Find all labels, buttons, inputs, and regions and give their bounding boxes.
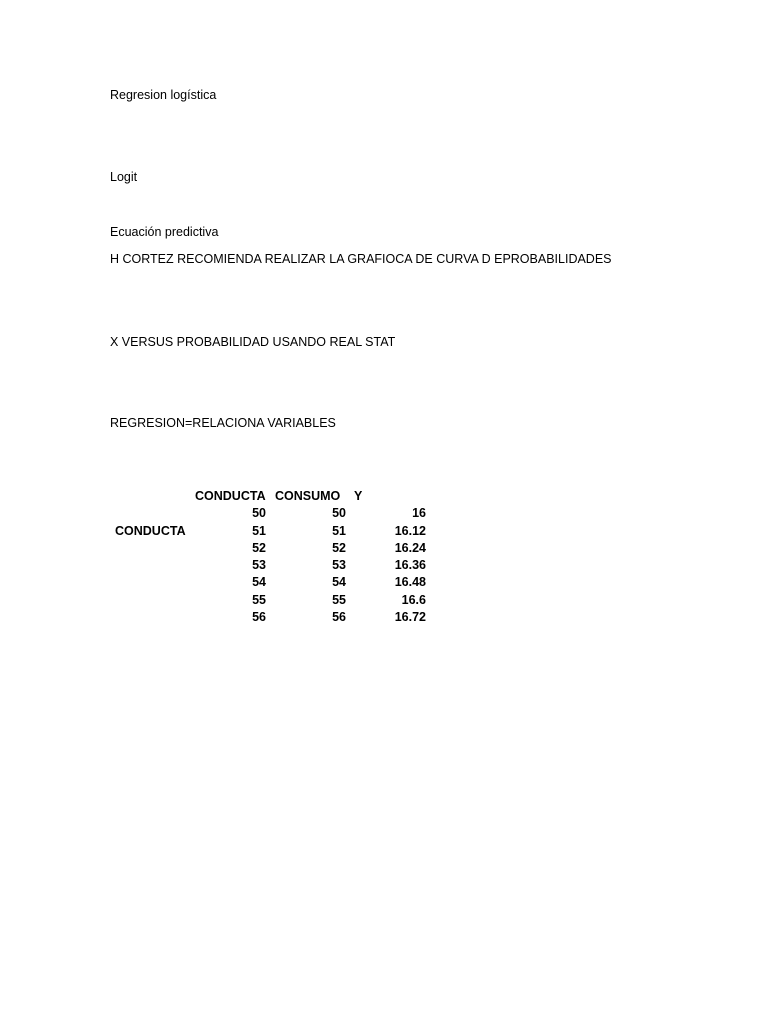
cell-y: 16.12: [394, 523, 426, 538]
cell-conducta: 53: [252, 558, 266, 573]
header-y: Y: [354, 489, 363, 503]
cell-conducta: 51: [252, 523, 266, 538]
cell-conducta: 55: [252, 592, 266, 607]
logit-line: Logit: [110, 170, 138, 184]
cell-consumo: 50: [332, 506, 346, 521]
cell-consumo: 53: [332, 558, 346, 573]
cell-consumo: 51: [332, 523, 346, 538]
regression-line: REGRESION=RELACIONA VARIABLES: [110, 416, 336, 430]
recommendation-line: H CORTEZ RECOMIENDA REALIZAR LA GRAFIOCA DE CURVA D EPROBABILIDADES: [110, 252, 612, 266]
cell-conducta: 54: [252, 575, 266, 590]
cell-y: 16.6: [401, 592, 426, 607]
header-conducta: CONDUCTA: [195, 489, 266, 503]
cell-y: 16.72: [394, 610, 426, 625]
cell-conducta: 50: [252, 506, 266, 521]
cell-y: 16: [412, 506, 426, 521]
cell-consumo: 54: [332, 575, 346, 590]
cell-conducta: 56: [252, 610, 266, 625]
cell-consumo: 56: [332, 610, 346, 625]
title-line: Regresion logística: [110, 88, 217, 102]
cell-y: 16.48: [394, 575, 426, 590]
cell-conducta: 52: [252, 540, 266, 555]
cell-y: 16.24: [394, 540, 426, 555]
header-consumo: CONSUMO: [275, 489, 341, 503]
row-label-conducta: CONDUCTA: [115, 523, 186, 538]
cell-consumo: 55: [332, 592, 346, 607]
x-versus-line: X VERSUS PROBABILIDAD USANDO REAL STAT: [110, 335, 396, 349]
cell-y: 16.36: [394, 558, 426, 573]
cell-consumo: 52: [332, 540, 346, 555]
equation-line: Ecuación predictiva: [110, 225, 219, 239]
